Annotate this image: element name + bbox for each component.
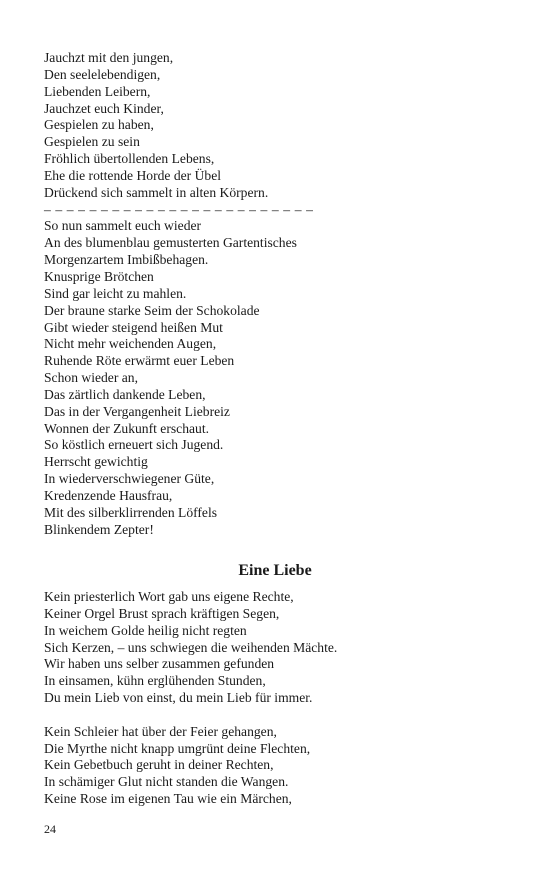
verse-line: Nicht mehr weichenden Augen, <box>44 336 217 352</box>
verse-line: Wonnen der Zukunft erschaut. <box>44 420 209 436</box>
verse-line: Du mein Lieb von einst, du mein Lieb für immer. <box>44 690 313 706</box>
verse-line: An des blumenblau gemusterten Gartentisches <box>44 235 297 251</box>
verse-line: Mit des silberklirrenden Löffels <box>44 504 218 520</box>
verse-line: Kein Schleier hat über der Feier gehangen, <box>44 723 277 739</box>
dash-separator: – – – – – – – – – – – – – – – – – – – – – – – – <box>44 201 314 217</box>
poem-1 <box>44 50 504 538</box>
poem-2 <box>44 589 514 808</box>
verse-line: Gespielen zu haben, <box>44 117 154 133</box>
verse-line: Ehe die rottende Horde der Übel <box>44 167 222 183</box>
verse-line: Herrscht gewichtig <box>44 454 148 470</box>
verse-line: In schämiger Glut nicht standen die Wangen. <box>44 774 289 790</box>
verse-line: Morgenzartem Imbißbehagen. <box>44 252 209 268</box>
verse-line: Gibt wieder steigend heißen Mut <box>44 319 223 335</box>
poem-2-stanza-2 <box>44 724 514 808</box>
verse-line: Fröhlich übertollenden Lebens, <box>44 151 215 167</box>
poem-1-stanza-1 <box>44 50 504 202</box>
verse-line: Ruhende Röte erwärmt euer Leben <box>44 353 235 369</box>
verse-line: Kein Gebetbuch geruht in deiner Rechten, <box>44 757 274 773</box>
verse-line: So nun sammelt euch wieder <box>44 218 202 234</box>
verse-line: Jauchzt mit den jungen, <box>44 50 174 65</box>
verse-line: Drückend sich sammelt in alten Körpern. <box>44 184 269 200</box>
verse-line: So köstlich erneuert sich Jugend. <box>44 437 224 453</box>
verse-line: Sind gar leicht zu mahlen. <box>44 285 187 301</box>
verse-line: Die Myrthe nicht knapp umgrünt deine Flechten, <box>44 740 311 756</box>
verse-line: Gespielen zu sein <box>44 134 140 150</box>
verse-line: Jauchzet euch Kinder, <box>44 100 164 116</box>
verse-line: Wir haben uns selber zusammen gefunden <box>44 656 275 672</box>
verse-line: Liebenden Leibern, <box>44 83 151 99</box>
poem-1-stanza-2 <box>44 218 504 538</box>
verse-line: In weichem Golde heilig nicht regten <box>44 622 247 638</box>
verse-line: Schon wieder an, <box>44 370 138 386</box>
verse-line: Der braune starke Seim der Schokolade <box>44 302 260 318</box>
verse-line: Kein priesterlich Wort gab uns eigene Rechte, <box>44 589 294 604</box>
verse-line: Kredenzende Hausfrau, <box>44 487 173 503</box>
poem-title: Eine Liebe <box>238 562 312 579</box>
verse-line: Keiner Orgel Brust sprach kräftigen Segen, <box>44 605 280 621</box>
page-number: 24 <box>44 822 56 836</box>
verse-line: Das zärtlich dankende Leben, <box>44 386 206 402</box>
verse-line: Keine Rose im eigenen Tau wie ein Märchen, <box>44 791 292 807</box>
verse-line: Knusprige Brötchen <box>44 268 154 284</box>
verse-line: Das in der Vergangenheit Liebreiz <box>44 403 230 419</box>
verse-line: Blinkendem Zepter! <box>44 521 154 537</box>
verse-line: Den seelelebendigen, <box>44 66 161 82</box>
verse-line: In einsamen, kühn erglühenden Stunden, <box>44 673 266 689</box>
verse-line: Sich Kerzen, – uns schwiegen die weihenden Mächte. <box>44 639 338 655</box>
poem-2-stanza-1 <box>44 589 514 707</box>
stanza-gap <box>44 707 514 724</box>
verse-line: In wiederverschwiegener Güte, <box>44 471 215 487</box>
section-separator <box>44 202 504 219</box>
